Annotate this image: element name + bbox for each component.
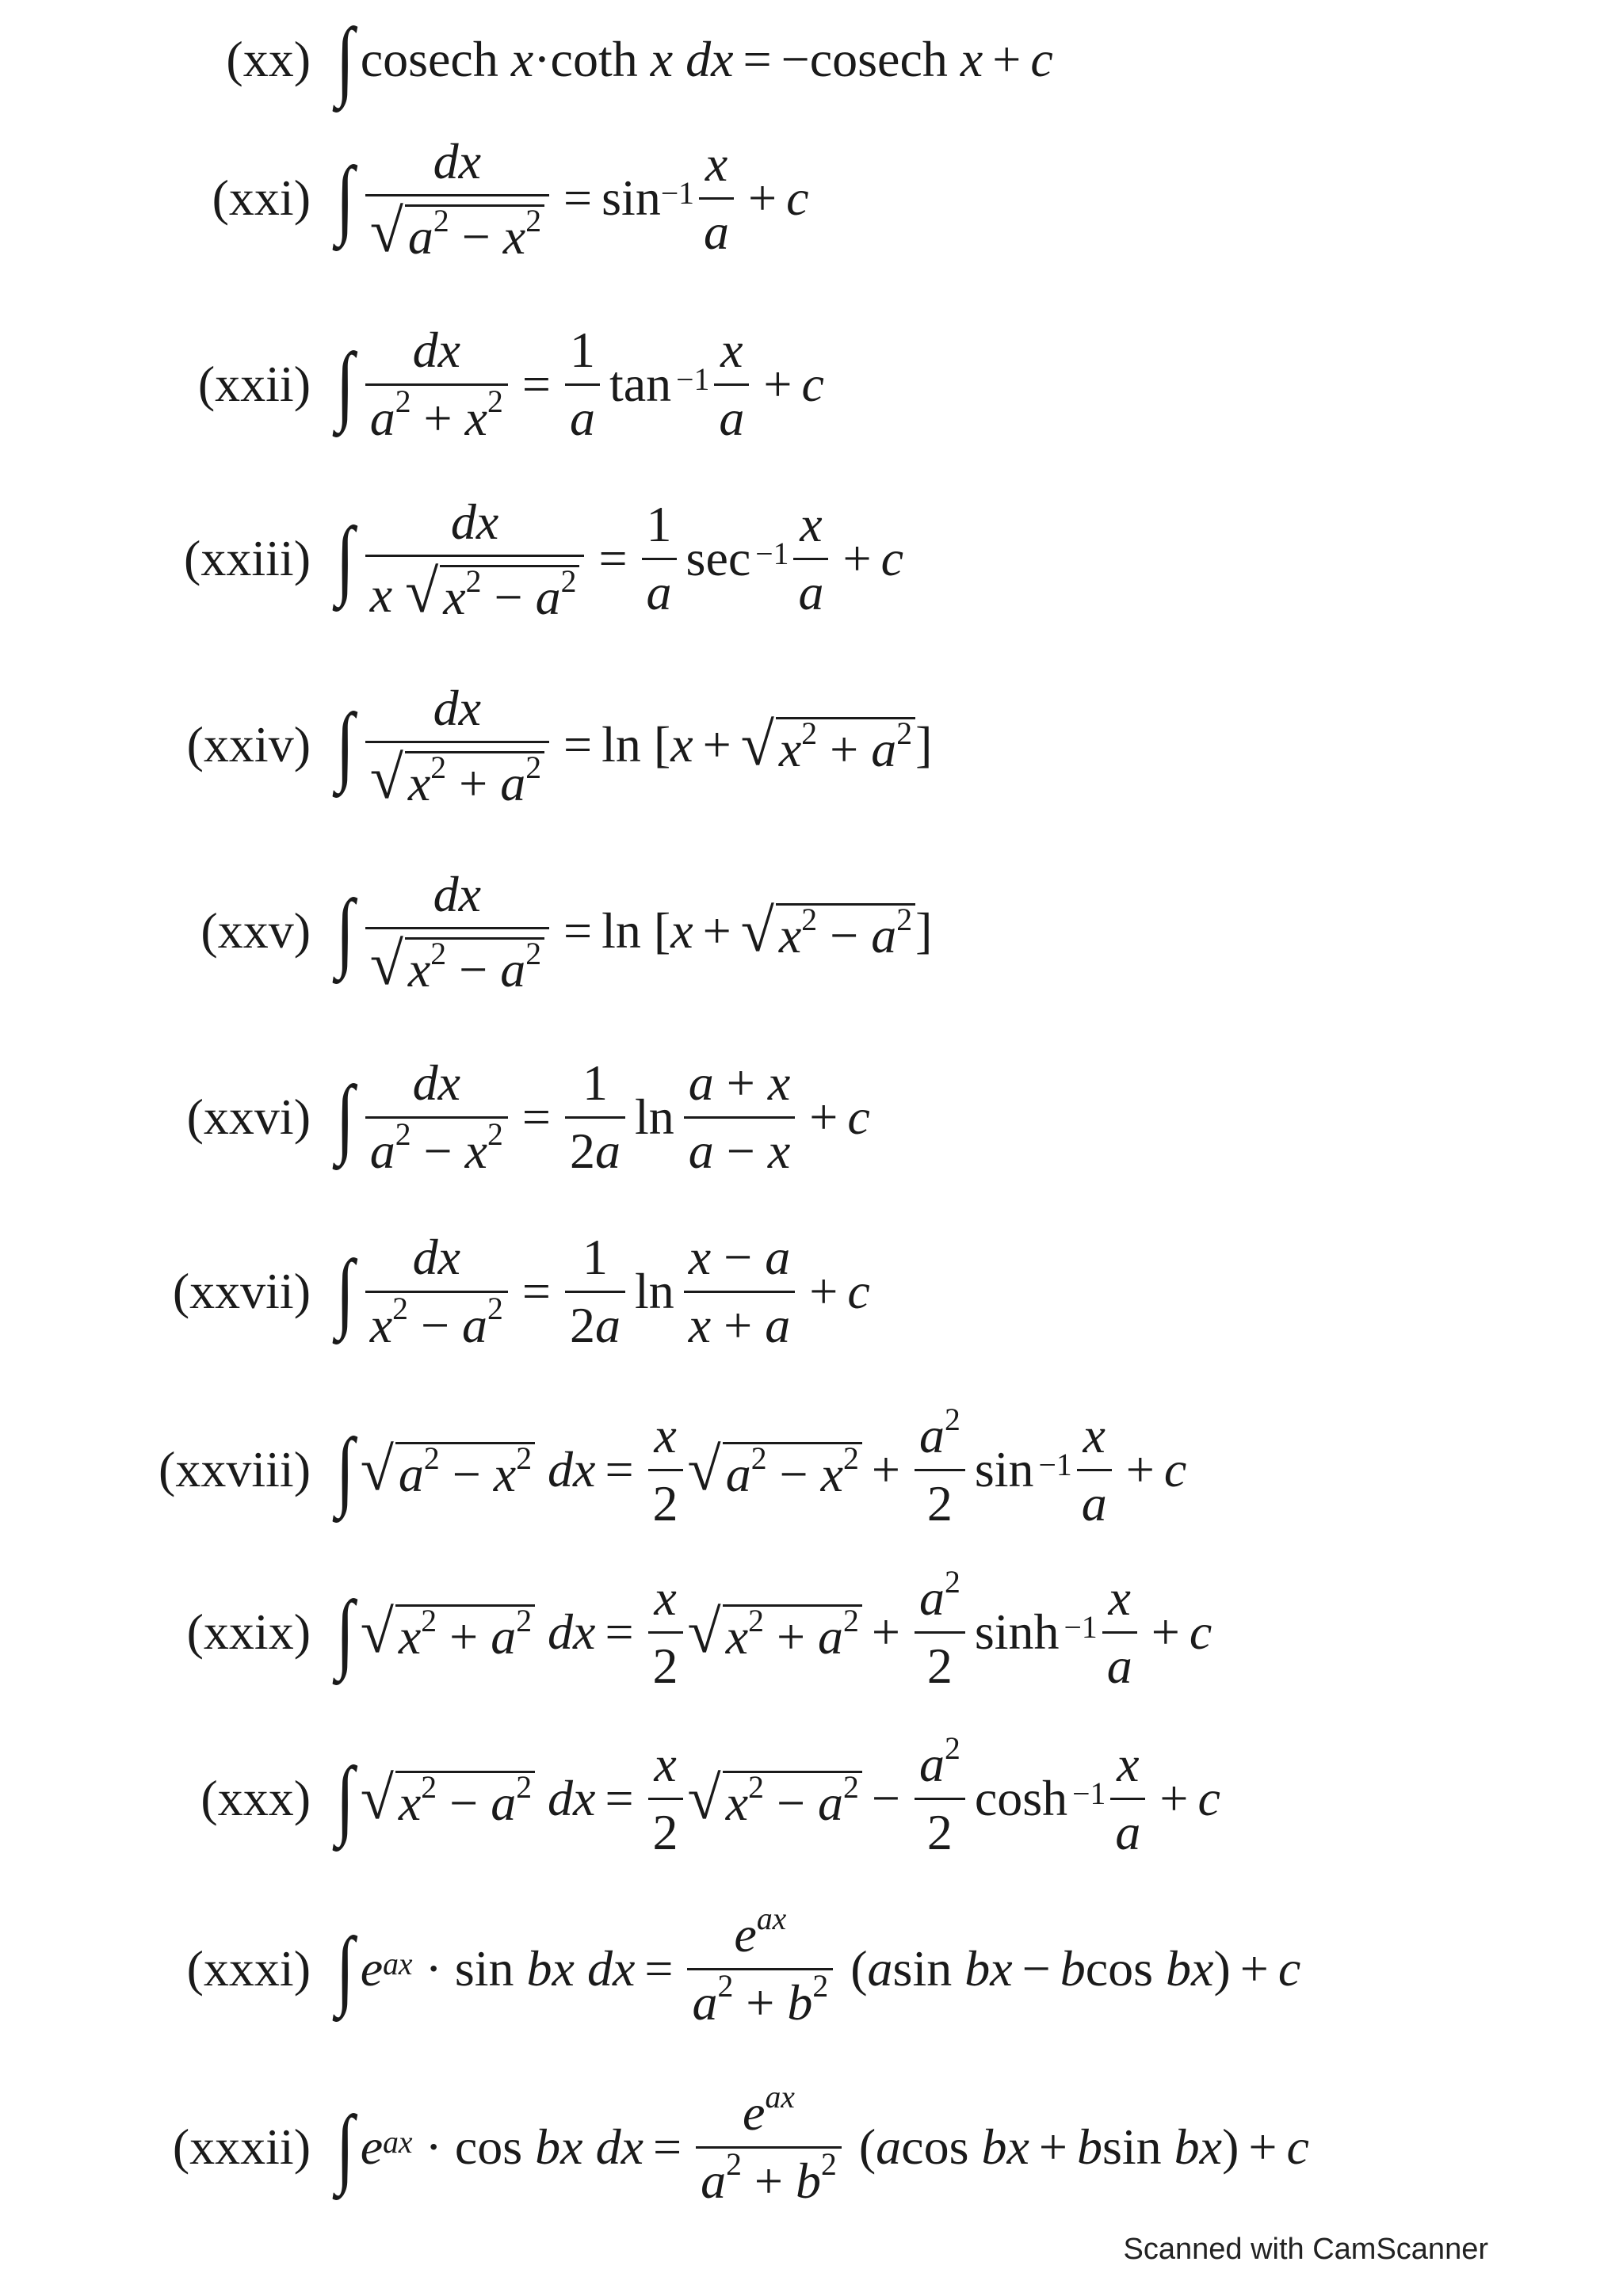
formula-row: [0, 1894, 1623, 2044]
formula-row: [0, 2072, 1623, 2222]
formula-expression: ∫ $\frac{dx}{x^2 - a^2}$ = $\frac{1}{2a}$ ln $\frac{x - a}{x + a}$ + c: [335, 1229, 870, 1353]
formula-row: [0, 313, 1623, 456]
formula-row: [0, 127, 1623, 269]
integral-sign: ∫: [335, 1749, 354, 1848]
fraction: dx √ $a^2 - x^2$: [365, 134, 549, 263]
formula-expression: ∫ e $^{ax}$ · sin bx dx = $\frac{e^{ax}}{a^2 + b^2}$ ( a sin bx − b cos bx ) + c: [335, 1901, 1301, 2031]
integral-sign: ∫: [335, 509, 354, 608]
formula-label: (xx): [226, 31, 311, 87]
formula-row: [0, 1557, 1623, 1707]
formula-row: [0, 1394, 1623, 1545]
formula-label: (xxviii): [158, 1441, 311, 1497]
integral-sign: ∫: [335, 882, 354, 980]
integral-sign: ∫: [335, 1242, 354, 1341]
formula-row: [0, 673, 1623, 816]
integral-sign: ∫: [335, 1421, 354, 1519]
integral-sign: ∫: [335, 2098, 354, 2196]
formula-label: (xxvi): [186, 1089, 311, 1145]
formula-expression: ∫ √ $a^2 - x^2$ dx = $\frac{x}{2}$ √ $a^2 - x^2$ + $\frac{a^2}{2}$ sin $^{-1}$ $\frac{x}{a}$ + c: [335, 1402, 1187, 1531]
integral-sign: ∫: [335, 696, 354, 794]
formula-label: (xxiii): [184, 530, 311, 586]
scanner-watermark: Scanned with CamScanner: [1123, 2233, 1488, 2266]
integral-sign: ∫: [335, 1583, 354, 1681]
integral-sign: ∫: [335, 149, 354, 247]
formula-label: (xxxi): [186, 1940, 311, 1997]
formula-row: [0, 1723, 1623, 1874]
integral-sign: ∫: [335, 1068, 354, 1166]
formula-expression: ∫ cosech x · coth x dx = − cosech x + c: [335, 10, 1053, 109]
formula-expression: ∫ dx x √ $x^2 - a^2$ = $\frac{1}{a}$ sec $^{-1}$ $\frac{x}{a}$ + c: [335, 493, 903, 625]
formula-row: [0, 487, 1623, 630]
formula-expression: ∫ dx √ $x^2 + a^2$ = ln [ x + √ $x^2 + a^2$ ]: [335, 679, 933, 811]
formula-label: (xxvii): [172, 1263, 311, 1319]
formula-label: (xxx): [200, 1770, 311, 1826]
formula-row: [0, 1220, 1623, 1363]
integral-sign: ∫: [335, 335, 354, 433]
formula-label: (xxiv): [186, 716, 311, 772]
formula-row: [0, 1046, 1623, 1188]
formula-expression: ∫ dx √ $x^2 - a^2$ = ln [ x + √ $x^2 - a^2$ ]: [335, 865, 933, 997]
formula-expression: ∫ √ $x^2 + a^2$ dx = $\frac{x}{2}$ √ $x^2 + a^2$ + $\frac{a^2}{2}$ sinh $^{-1}$ $\frac{x}{a}$ + c: [335, 1564, 1212, 1694]
formula-expression: ∫ $\frac{dx}{a^2 - x^2}$ = $\frac{1}{2a}$ ln $\frac{a + x}{a - x}$ + c: [335, 1055, 870, 1179]
formula-expression: ∫ e $^{ax}$ · cos bx dx = $\frac{e^{ax}}{a^2 + b^2}$ ( a cos bx + b sin bx ) + c: [335, 2079, 1309, 2209]
formula-expression: ∫ dx √ $a^2 - x^2$ = sin $^{-1}$ $\frac{x}{a}$ + c: [335, 132, 809, 265]
formula-label: (xxix): [186, 1604, 311, 1660]
formula-label: (xxv): [200, 902, 311, 959]
formula-label: (xxii): [197, 356, 311, 412]
formula-row: [0, 10, 1623, 109]
formula-label: (xxi): [212, 170, 311, 226]
integral-sign: ∫: [335, 10, 354, 109]
formula-expression: ∫ $\frac{dx}{a^2 + x^2}$ = $\frac{1}{a}$ tan $^{-1}$ $\frac{x}{a}$ + c: [335, 322, 824, 446]
formula-label: (xxxii): [172, 2119, 311, 2175]
formula-expression: ∫ √ $x^2 - a^2$ dx = $\frac{x}{2}$ √ $x^2 - a^2$ − $\frac{a^2}{2}$ cosh $^{-1}$ $\frac{x}{a}$ + c: [335, 1730, 1220, 1860]
integral-sign: ∫: [335, 1920, 354, 2018]
formula-row: [0, 860, 1623, 1002]
